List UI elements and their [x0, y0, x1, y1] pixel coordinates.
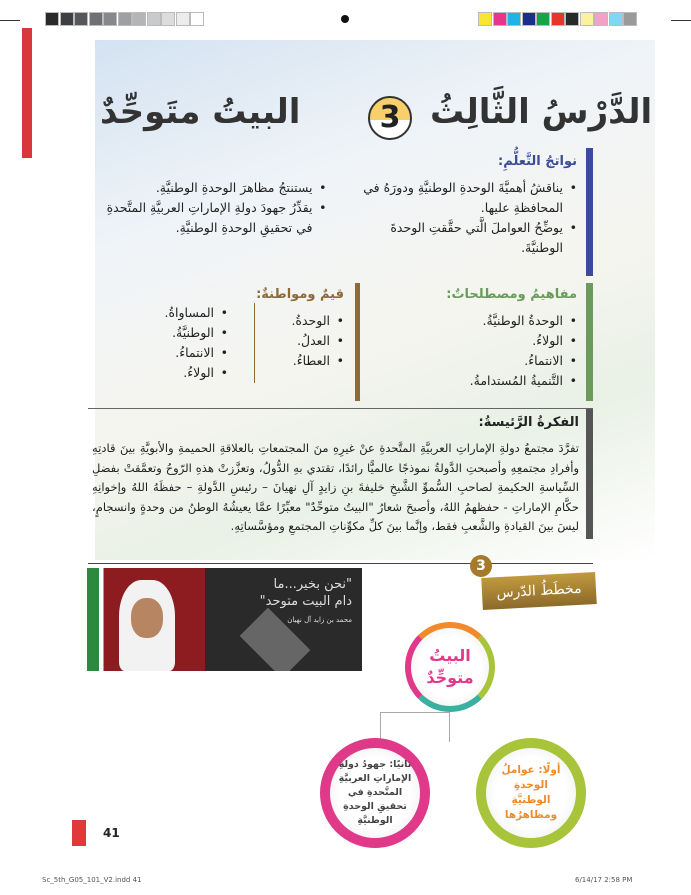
color-swatch [493, 12, 507, 26]
value-item: • الولاءُ. [164, 363, 228, 383]
red-margin-bar [22, 28, 32, 158]
concept-item: • الولاءُ. [358, 331, 577, 351]
map-center-node: البيتُ متوحِّدٌ [405, 622, 495, 712]
values-heading: قيمٌ ومواطنةٌ: [256, 287, 344, 302]
color-swatch [132, 12, 146, 26]
lesson-title: البيتُ متَوحِّدٌ [100, 92, 301, 132]
crop-mark [0, 20, 20, 21]
lesson-map-label: مخطَطُ الدّرس [481, 572, 597, 610]
footer-date: 6/14/17 2:58 PM [575, 876, 633, 884]
color-swatch [103, 12, 117, 26]
color-swatch [478, 12, 492, 26]
leader-portrait [87, 568, 205, 671]
color-swatch [536, 12, 550, 26]
values-box [150, 283, 360, 401]
map-node-first: أولًا: عواملُ الوحدةِ الوطنيَّةِ ومظاهرُها [476, 738, 586, 848]
main-idea-heading: الفكرةُ الرَّئيسةُ: [478, 415, 579, 430]
page-number: 41 [103, 826, 120, 840]
color-swatch [45, 12, 59, 26]
outcome-item: • يستنتجُ مظاهرَ الوحدةِ الوطنيَّةِ. [96, 178, 327, 198]
color-swatch [60, 12, 74, 26]
color-swatch [609, 12, 623, 26]
concepts-box [358, 283, 593, 401]
color-swatch [190, 12, 204, 26]
color-swatch [74, 12, 88, 26]
color-swatch [161, 12, 175, 26]
color-swatch [176, 12, 190, 26]
map-badge-number: 3 [470, 555, 492, 577]
outcomes-heading: نواتجُ التَّعلُّمِ: [498, 154, 577, 169]
color-swatch [580, 12, 594, 26]
registration-mark [341, 15, 349, 23]
map-node-second: ثانيًا: جهودُ دولةِ الإماراتِ العربيَّةِ المتَّحدةِ في تحقيقِ الوحدةِ الوطنيَّةِ [320, 738, 430, 848]
value-item: • العدلُ. [255, 331, 344, 351]
color-swatch [594, 12, 608, 26]
quote-banner [87, 568, 362, 671]
map-connector [380, 712, 450, 742]
value-item: • الوحدةُ. [255, 311, 344, 331]
value-item: • المساواةُ. [164, 303, 228, 323]
concept-item: • الوحدةُ الوطنيَّةُ. [358, 311, 577, 331]
learning-outcomes-box [88, 148, 593, 276]
page-marker [72, 820, 86, 846]
concepts-heading: مفاهيمُ ومصطلحاتٌ: [446, 287, 577, 302]
color-swatch [507, 12, 521, 26]
main-idea-box [88, 408, 593, 558]
banner-quote: "نحن بخير...ما دام البيت متوحد" [259, 577, 352, 609]
color-swatch [623, 12, 637, 26]
outcome-item: • يقدِّرُ جهودَ دولةِ الإماراتِ العربيَّةِ المتَّحدةِ في تحقيقِ الوحدةِ الوطنيَّةِ. [96, 198, 327, 238]
color-swatch [551, 12, 565, 26]
concept-item: • التَّنميةُ المُستدامةُ. [358, 371, 577, 391]
color-swatch [147, 12, 161, 26]
concept-item: • الانتماءُ. [358, 351, 577, 371]
divider [88, 563, 593, 564]
color-swatch [565, 12, 579, 26]
value-item: • الوطنيَّةُ. [164, 323, 228, 343]
crop-mark [671, 20, 691, 21]
value-item: • الانتماءُ. [164, 343, 228, 363]
color-swatch [522, 12, 536, 26]
lesson-number: 3 [368, 96, 412, 140]
color-swatch [89, 12, 103, 26]
outcome-item: • يناقشُ أهميَّةَ الوحدةِ الوطنيَّةِ ودورَهُ في المحافظةِ عليها. [347, 178, 578, 218]
value-item: • العطاءُ. [255, 351, 344, 371]
banner-author: محمد بن زايد آل نهيان [287, 616, 352, 624]
color-swatch [118, 12, 132, 26]
lesson-label: الدَّرْسُ الثَّالِثُ [430, 92, 653, 132]
outcome-item: • يوضِّحُ العواملَ الَّتي حقَّقتِ الوحدةَ الوطنيَّةَ. [347, 218, 578, 258]
main-idea-text: تفرَّدَ مجتمعُ دولةِ الإماراتِ العربيَّةِ المتَّحدةِ عنْ غيرِهِ منَ المجتمعاتِ بالعلاقةِ الحميمةِ والأبويَّةِ بينَ قادتِهِ وأفرادِ مجتمعِهِ وأصبحتِ الدَّولةُ نموذجًا عالميًّا رائدًا، تقتدي بهِ الدُّولُ، وتعزَّزتْ هذهِ الرّوحُ وتعمَّقتْ بفضلِ السِّياسةِ الحكيمةِ لصاحبِ السُّموِّ الشَّيخِ خليفةَ بنِ زايدٍ آلِ نهيانَ – رئيسِ الدَّولةِ – حفظَهُ اللهُ وإخوانِهِ حكَّامِ الإماراتِ - حفظهمُ اللهُ، وأصبحَ شعارُ "البيتُ متوحِّدٌ" معبِّرًا عمَّا يعيشُهُ الوطنُ من وحدةٍ وانسجامٍ، ليسَ بينَ القيادةِ والشَّعبِ فقط، وإنَّما بينَ كلِّ مكوِّناتِ المجتمعِ ومؤسَّساتِهِ. [92, 441, 579, 533]
footer-file: Sc_5th_G05_101_V2.indd 41 [42, 876, 142, 884]
